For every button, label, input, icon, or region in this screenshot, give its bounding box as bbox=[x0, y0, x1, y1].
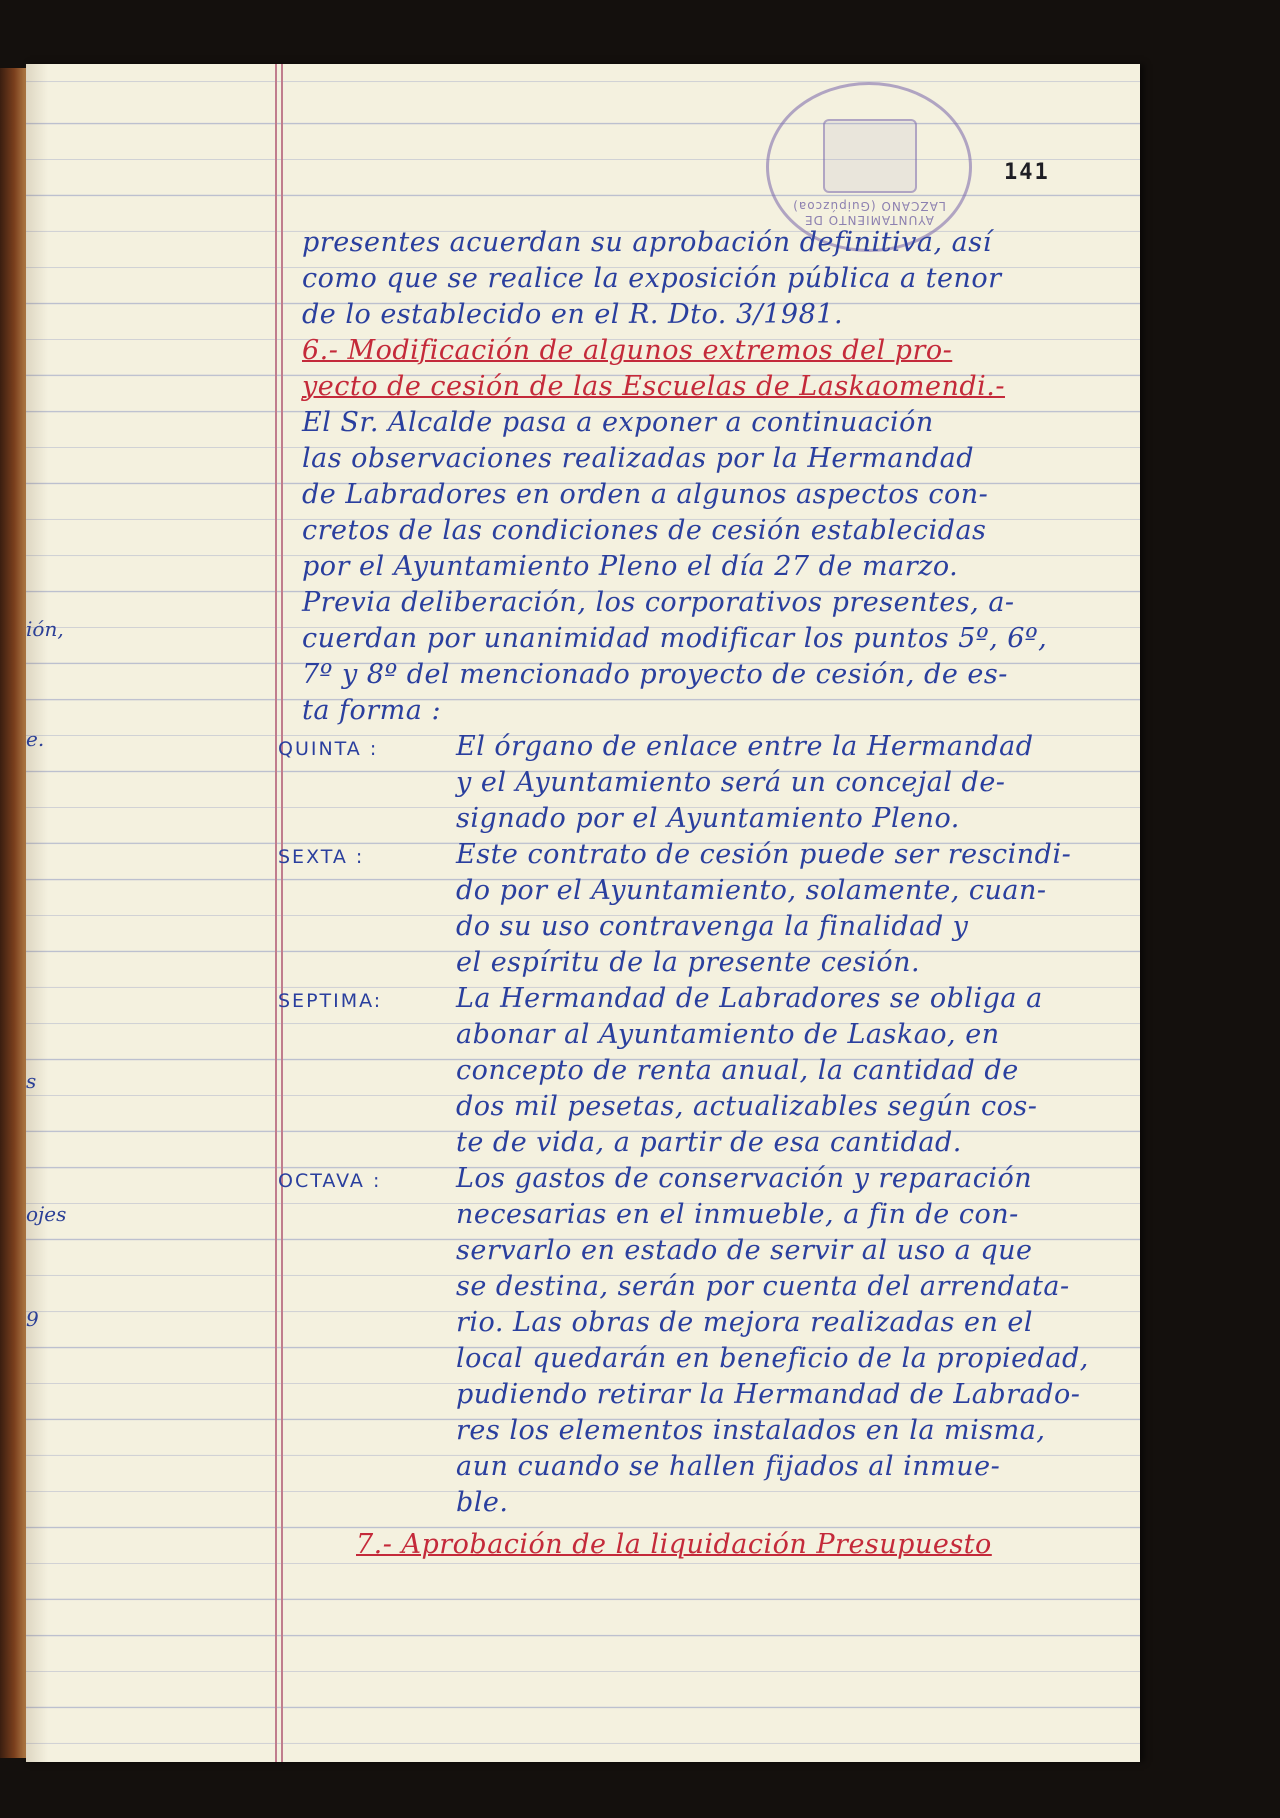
margin-rule-right bbox=[281, 64, 283, 1762]
text-line: pudiendo retirar la Hermandad de Labrado- bbox=[456, 1379, 1081, 1410]
text-line: do su uso contravenga la finalidad y bbox=[456, 911, 969, 942]
text-line: signado por el Ayuntamiento Pleno. bbox=[456, 803, 960, 834]
clause-label-octava: OCTAVA : bbox=[278, 1170, 382, 1192]
text-line: El órgano de enlace entre la Hermandad bbox=[456, 731, 1034, 762]
left-page-edge-fragments bbox=[26, 64, 67, 1762]
text-line: presentes acuerdan su aprobación definitiva, así bbox=[302, 227, 992, 258]
text-line: servarlo en estado de servir al uso a que bbox=[456, 1235, 1033, 1266]
text-line: Previa deliberación, los corporativos presentes, a- bbox=[302, 587, 1015, 618]
margin-fragment: ojes bbox=[26, 1202, 67, 1226]
clause-label-septima: SEPTIMA: bbox=[278, 990, 383, 1012]
clause-label-quinta: QUINTA : bbox=[278, 738, 379, 760]
clause-label-sexta: SEXTA : bbox=[278, 846, 365, 868]
section-heading: 7.- Aprobación de la liquidación Presupuesto bbox=[356, 1529, 992, 1560]
text-line: el espíritu de la presente cesión. bbox=[456, 947, 921, 978]
margin-fragment: s bbox=[26, 1069, 37, 1093]
text-line: cuerdan por unanimidad modificar los puntos 5º, 6º, bbox=[302, 623, 1048, 654]
text-line: abonar al Ayuntamiento de Laskao, en bbox=[456, 1019, 1000, 1050]
text-line: de lo establecido en el R. Dto. 3/1981. bbox=[302, 299, 844, 330]
text-line: cretos de las condiciones de cesión establecidas bbox=[302, 515, 987, 546]
text-line: Los gastos de conservación y reparación bbox=[456, 1163, 1033, 1194]
text-line: res los elementos instalados en la misma, bbox=[456, 1415, 1046, 1446]
text-line: do por el Ayuntamiento, solamente, cuan- bbox=[456, 875, 1047, 906]
seal-text: AYUNTAMIENTO DE LAZCANO (Guipúzcoa) bbox=[792, 199, 946, 227]
text-line: Este contrato de cesión puede ser rescindi- bbox=[456, 839, 1072, 870]
text-line: como que se realice la exposición pública a tenor bbox=[302, 263, 1002, 294]
margin-fragment: ión, bbox=[26, 617, 64, 641]
text-line: dos mil pesetas, actualizables según cos- bbox=[456, 1091, 1038, 1122]
text-line: aun cuando se hallen fijados al inmue- bbox=[456, 1451, 1001, 1482]
text-line: El Sr. Alcalde pasa a exponer a continuación bbox=[302, 407, 934, 438]
page-number: 141 bbox=[1004, 160, 1050, 185]
text-line: rio. Las obras de mejora realizadas en el bbox=[456, 1307, 1034, 1338]
section-heading: 6.- Modificación de algunos extremos del pro- bbox=[302, 335, 953, 366]
section-heading: yecto de cesión de las Escuelas de Laskaomendi.- bbox=[302, 371, 1005, 402]
text-line: 7º y 8º del mencionado proyecto de cesión, de es- bbox=[302, 659, 1008, 690]
text-line: concepto de renta anual, la cantidad de bbox=[456, 1055, 1019, 1086]
margin-rule-left bbox=[275, 64, 277, 1762]
margin-fragment: e. bbox=[26, 727, 45, 751]
text-line: por el Ayuntamiento Pleno el día 27 de marzo. bbox=[302, 551, 959, 582]
text-line: ble. bbox=[456, 1487, 509, 1518]
text-line: ta forma : bbox=[302, 695, 442, 726]
book-binding-edge bbox=[0, 68, 26, 1758]
text-line: las observaciones realizadas por la Hermandad bbox=[302, 443, 975, 474]
text-line: local quedarán en beneficio de la propiedad, bbox=[456, 1343, 1089, 1374]
text-line: se destina, serán por cuenta del arrendata- bbox=[456, 1271, 1070, 1302]
ledger-page bbox=[26, 64, 1140, 1762]
text-line: de Labradores en orden a algunos aspectos con- bbox=[302, 479, 989, 510]
text-line: necesarias en el inmueble, a fin de con- bbox=[456, 1199, 1019, 1230]
text-line: y el Ayuntamiento será un concejal de- bbox=[456, 767, 1006, 798]
text-line: te de vida, a partir de esa cantidad. bbox=[456, 1127, 962, 1158]
text-line: La Hermandad de Labradores se obliga a bbox=[456, 983, 1043, 1014]
margin-fragment: 9 bbox=[26, 1307, 39, 1331]
seal-emblem-icon bbox=[823, 119, 917, 193]
